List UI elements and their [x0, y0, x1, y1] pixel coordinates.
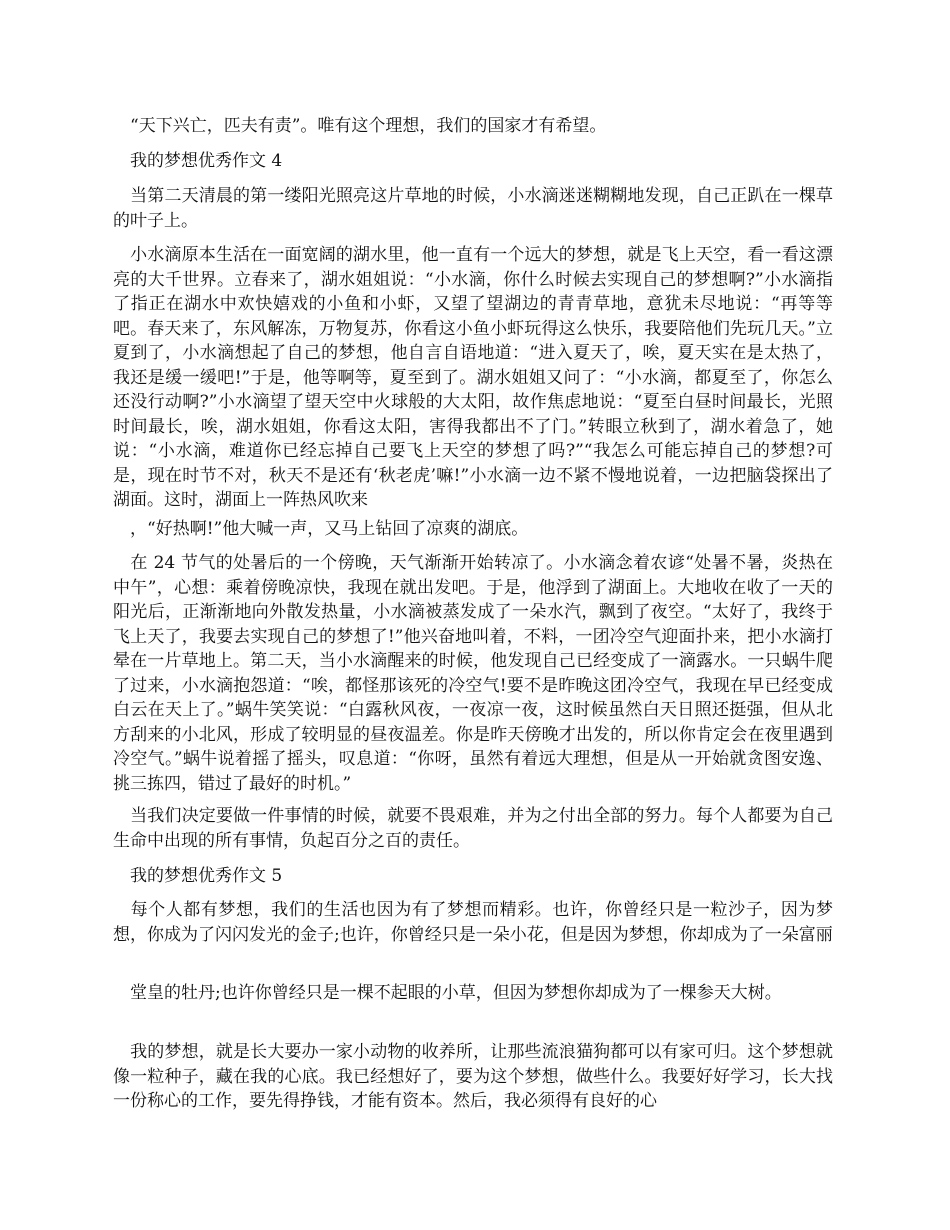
paragraph: 当我们决定要做一件事情的时候，就要不畏艰难，并为之付出全部的努力。每个人都要为自己生命中出现的所有事情，负起百分之百的责任。 — [113, 806, 833, 851]
paragraph: ，“好热啊!”他大喊一声，又马上钻回了凉爽的湖底。 — [113, 519, 529, 539]
paragraph: 当第二天清晨的第一缕阳光照亮这片草地的时候，小水滴迷迷糊糊地发现，自己正趴在一棵草的叶子上。 — [113, 186, 833, 231]
section-heading: 我的梦想优秀作文 5 — [113, 866, 283, 886]
paragraph: 我的梦想，就是长大要办一家小动物的收养所，让那些流浪猫狗都可以有家可归。这个梦想就像一粒种子，藏在我的心底。我已经想好了，要为这个梦想，做些什么。我要好好学习，长大找一份称心的工作，要先得挣钱，才能有资本。然后，我必须得有良好的心 — [113, 1042, 833, 1111]
paragraph: “天下兴亡，匹夫有责”。唯有这个理想，我们的国家才有希望。 — [113, 116, 607, 136]
paragraph: 在 24 节气的处暑后的一个傍晚，天气渐渐开始转凉了。小水滴念着农谚“处暑不暑，炎热在中午”，心想：乘着傍晚凉快，我现在就出发吧。于是，他浮到了湖面上。大地收在收了一天的阳光后，正渐渐地向外散发热量，小水滴被蒸发成了一朵水汽，飘到了夜空。“太好了，我终于飞上天了，我要去实现自己的梦想了!”他兴奋地叫着，不料，一团冷空气迎面扑来，把小水滴打晕在一片草地上。第二天，当小水滴醒来的时候，他发现自己已经变成了一滴露水。一只蜗牛爬了过来，小水滴抱怨道：“唉，都怪那该死的冷空气!要不是昨晚这团冷空气，我现在早已经变成白云在天上了。”蜗牛笑笑说：“白露秋风夜，一夜凉一夜，这时候虽然白天日照还挺强，但从北方刮来的小北风，形成了较明显的昼夜温差。你是昨天傍晚才出发的，所以你肯定会在夜里遇到冷空气。”蜗牛说着摇了摇头，叹息道：“你呀，虽然有着远大理想，但是从一开始就贪图安逸、挑三拣四，错过了最好的时机。” — [113, 553, 833, 794]
section-heading: 我的梦想优秀作文 4 — [113, 151, 283, 171]
paragraph: 堂皇的牡丹;也许你曾经只是一棵不起眼的小草，但因为梦想你却成为了一棵参天大树。 — [113, 983, 782, 1003]
paragraph: 每个人都有梦想，我们的生活也因为有了梦想而精彩。也许，你曾经只是一粒沙子，因为梦想，你成为了闪闪发光的金子;也许，你曾经只是一朵小花，但是因为梦想，你却成为了一朵富丽 — [113, 900, 833, 945]
paragraph: 小水滴原本生活在一面宽阔的湖水里，他一直有一个远大的梦想，就是飞上天空，看一看这漂亮的大千世界。立春来了，湖水姐姐说：“小水滴，你什么时候去实现自己的梦想啊?”小水滴指了指正在湖水中欢快嬉戏的小鱼和小虾，又望了望湖边的青青草地，意犹未尽地说：“再等等吧。春天来了，东风解冻，万物复苏，你看这小鱼小虾玩得这么快乐，我要陪他们先玩几天。”立夏到了，小水滴想起了自己的梦想，他自言自语地道：“进入夏天了，唉，夏天实在是太热了，我还是缓一缓吧!”于是，他等啊等，夏至到了。湖水姐姐又问了：“小水滴，都夏至了，你怎么还没行动啊?”小水滴望了望天空中火球般的大太阳，故作焦虑地说：“夏至白昼时间最长，光照时间最长，唉，湖水姐姐，你看这太阳，害得我都出不了门。”转眼立秋到了，湖水着急了，她说：“小水滴，难道你已经忘掉自己要飞上天空的梦想了吗?”“我怎么可能忘掉自己的梦想?可是，现在时节不对，秋天不是还有‘秋老虎’嘛!”小水滴一边不紧不慢地说着，一边把脑袋探出了湖面。这时，湖面上一阵热风吹来 — [113, 245, 833, 510]
